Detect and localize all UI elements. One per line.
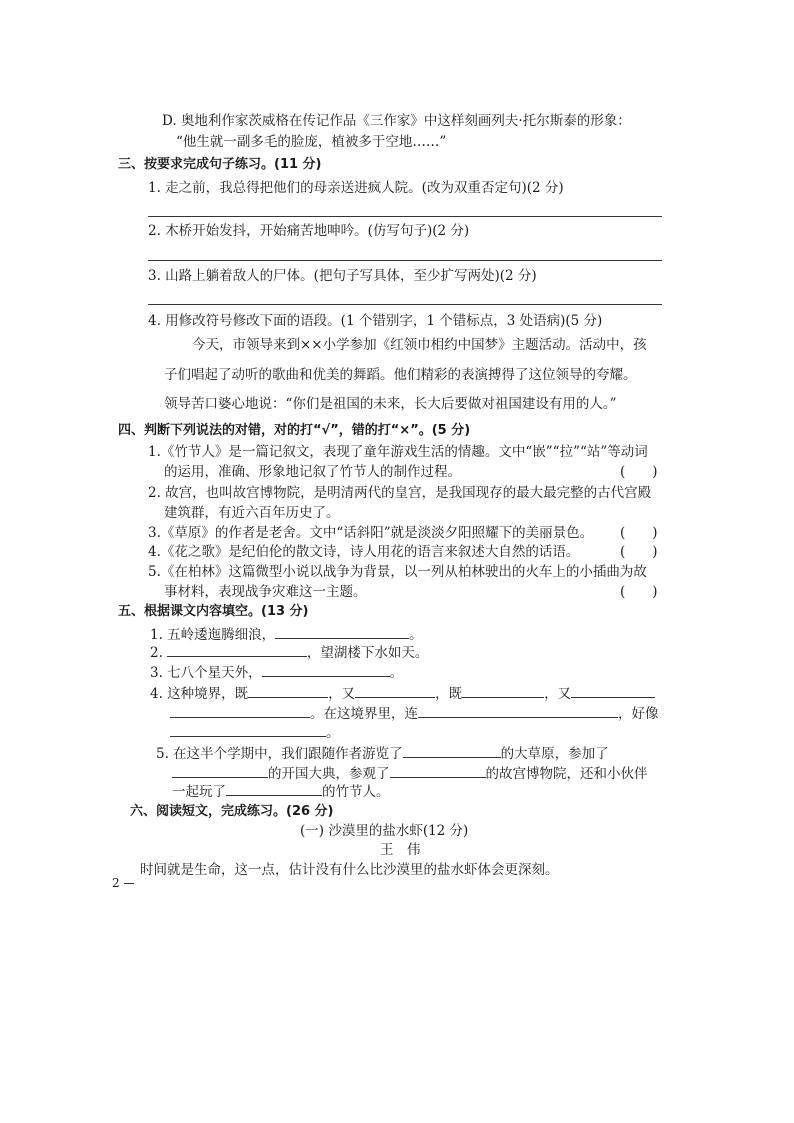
s5-q4-text-e: 。在这境界里，连 [310, 706, 418, 722]
s5-q4-blank-1[interactable] [248, 683, 328, 698]
s4-item-4-answer[interactable]: ( ) [620, 544, 658, 560]
s5-question-1 [150, 624, 423, 644]
s4-item-5-answer[interactable]: ( ) [620, 584, 658, 600]
s5-q3-blank[interactable] [262, 662, 390, 677]
article-author: 王 伟 [380, 842, 421, 858]
s5-q4-blank-7[interactable] [170, 722, 326, 737]
article-first-line: 时间就是生命，这一点，估计没有什么比沙漠里的盐水虾体会更深刻。 [140, 862, 559, 878]
s4-item-4: 4.《花之歌》是纪伯伦的散文诗，诗人用花的语言来叙述大自然的话语。 [148, 544, 580, 560]
s5-q3-period: 。 [389, 665, 404, 681]
s5-q4-period: 。 [326, 725, 340, 741]
s5-question-4-line1 [150, 683, 655, 703]
s5-q4-text-f: ，好像 [618, 706, 659, 722]
s5-q5-blank-3[interactable] [390, 763, 486, 778]
s5-q4-blank-3[interactable] [462, 683, 544, 698]
s4-item-5-line1: 5.《在柏林》这篇微型小说以战争为背景，以一列从柏林驶出的火车上的小插曲为故 [148, 564, 647, 580]
s5-q4-blank-4[interactable] [571, 683, 655, 698]
s5-q5-blank-1[interactable] [403, 743, 501, 758]
s3-question-4: 4. 用修改符号修改下面的语段。(1 个错别字，1 个错标点，3 处语病)(5 分) [148, 313, 603, 329]
s3-answer-line-3[interactable] [148, 304, 662, 305]
s3-paragraph-line-3: 领导苦口婆心地说：“你们是祖国的未来，长大后要做对祖国建设有用的人。” [164, 396, 617, 412]
s5-q5-text-c: 的开国大典，参观了 [268, 766, 390, 782]
s5-question-4-line2 [170, 703, 659, 723]
s3-answer-line-1[interactable] [148, 216, 662, 217]
s5-q2-number: 2. [150, 645, 163, 661]
s5-q5-text-a: 5. 在这半个学期中，我们跟随作者游览了 [156, 746, 403, 762]
s5-q1-period: 。 [409, 627, 423, 643]
s5-q1-blank[interactable] [275, 624, 409, 639]
option-d-line1: D. 奥地利作家茨威格在传记作品《三作家》中这样刻画列夫·托尔斯泰的形象： [162, 113, 631, 129]
s5-q4-text-d: ，又 [544, 686, 572, 702]
page-number-dash [124, 883, 134, 884]
s4-item-3: 3.《草原》的作者是老舍。文中“话斜阳”就是淡淡夕阳照耀下的美丽景色。 [148, 525, 594, 541]
s4-item-2-line1: 2. 故宫，也叫故宫博物院，是明清两代的皇宫，是我国现存的最大最完整的古代宫殿 [148, 485, 652, 501]
s5-q5-text-e: 一起玩了 [172, 784, 226, 800]
section-4-title: 四、判断下列说法的对错，对的打“√”，错的打“×”。(5 分) [118, 423, 471, 438]
section-3-title: 三、按要求完成句子练习。(11 分) [118, 157, 322, 172]
option-d-line2: “他生就一副多毛的脸庞，植被多于空地……” [176, 134, 447, 150]
s4-item-5-line2: 事材料，表现战争灾难这一主题。 [164, 584, 367, 600]
s5-q2-blank[interactable] [167, 642, 307, 657]
section-6-title: 六、阅读短文，完成练习。(26 分) [130, 804, 334, 819]
s5-q3-text: 3. 七八个星天外， [150, 665, 262, 681]
s4-item-2-line2: 建筑群，有近六百年历史了。 [164, 505, 340, 521]
s5-q5-text-b: 的大草原，参加了 [500, 746, 609, 762]
section-5-title: 五、根据课文内容填空。(13 分) [118, 604, 309, 619]
s4-item-1-line1: 1.《竹节人》是一篇记叙文，表现了童年游戏生活的情趣。文中“嵌”“拉”“站”等动词 [148, 444, 648, 460]
s5-question-4-line3 [170, 722, 340, 742]
s5-q5-text-d: 的故宫博物院，还和小伙伴 [485, 766, 648, 782]
s3-question-1: 1. 走之前，我总得把他们的母亲送进疯人院。(改为双重否定句)(2 分) [148, 180, 564, 196]
s3-paragraph-line-2: 子们唱起了动听的歌曲和优美的舞蹈。他们精彩的表演搏得了这位领导的夸耀。 [164, 367, 637, 383]
s5-question-2 [150, 642, 428, 662]
s5-q1-text: 1. 五岭逶迤腾细浪， [150, 627, 276, 643]
s5-q4-blank-6[interactable] [418, 703, 618, 718]
s5-question-5-line2 [172, 763, 648, 783]
s4-item-3-answer[interactable]: ( ) [620, 525, 658, 541]
s3-question-2: 2. 木桥开始发抖，开始痛苦地呻吟。(仿写句子)(2 分) [148, 223, 470, 239]
s5-question-3 [150, 662, 403, 682]
article-title: (一) 沙漠里的盐水虾(12 分) [300, 823, 469, 839]
s5-question-5-line3 [172, 781, 390, 801]
s5-q5-blank-2[interactable] [172, 763, 268, 778]
page-number [112, 876, 134, 890]
s4-item-1-answer[interactable]: ( ) [620, 464, 658, 480]
s5-q2-tail: ，望湖楼下水如天。 [306, 645, 429, 661]
s5-q5-blank-4[interactable] [226, 781, 322, 796]
s5-q4-text-b: ，又 [328, 686, 356, 702]
s5-q4-text-c: ，既 [435, 686, 463, 702]
s4-item-1-line2: 的运用，准确、形象地记叙了竹节人的制作过程。 [164, 464, 461, 480]
s5-q4-blank-2[interactable] [355, 683, 435, 698]
s3-question-3: 3. 山路上躺着敌人的尸体。(把句子写具体，至少扩写两处)(2 分) [148, 268, 537, 284]
s5-q4-text-a: 4. 这种境界，既 [150, 686, 249, 702]
s3-paragraph-line-1: 今天，市领导来到××小学参加《红领巾相约中国梦》主题活动。活动中，孩 [192, 337, 647, 353]
s5-q5-text-f: 的竹节人。 [322, 784, 390, 800]
s5-question-5-line1 [156, 743, 609, 763]
s3-answer-line-2[interactable] [148, 260, 662, 261]
s5-q4-blank-5[interactable] [170, 703, 310, 718]
page-number-text: 2 [112, 876, 120, 890]
